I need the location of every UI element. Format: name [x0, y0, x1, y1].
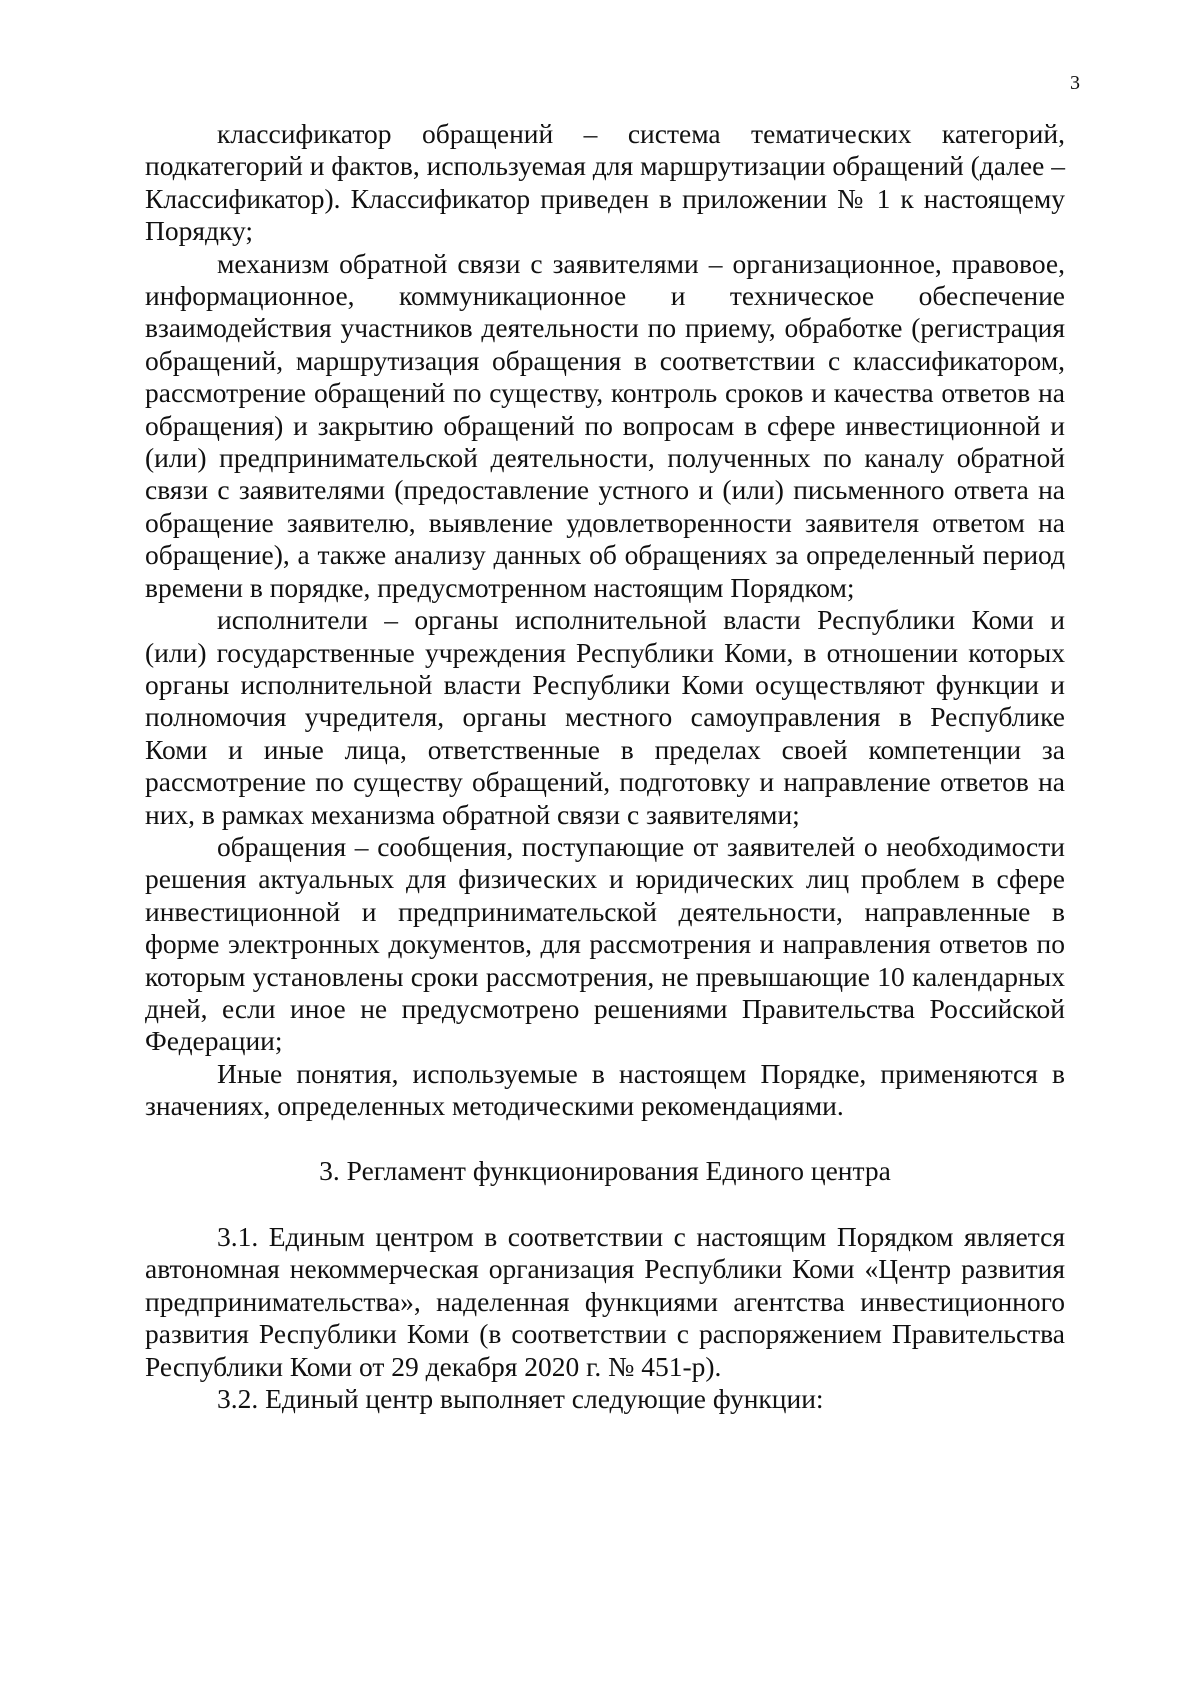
paragraph-3-2: 3.2. Единый центр выполняет следующие функции:: [217, 1383, 824, 1415]
paragraph-appeals-definition: обращения – сообщения, поступающие от заявителей о необходимости решения актуальных для физических и юридических лиц проблем в сфере инвестиционной и предпринимательской деятельности, направленные в форме электронных документов, для рассмотрения и направления ответов по которым установлены сроки рассмотрения, не превышающие 10 календарных дней, если иное не предусмотрено решениями Правительства Российской Федерации;: [145, 830, 1065, 1057]
document-body: [145, 118, 1065, 1415]
paragraph-3-1: 3.1. Единым центром в соответствии с настоящим Порядком является автономная некоммерческая организация Республики Коми «Центр развития предпринимательства», наделенная функциями агентства инвестиционного развития Республики Коми (в соответствии с распоряжением Правительства Республики Коми от 29 декабря 2020 г. № 451-р).: [145, 1221, 1065, 1382]
paragraph-feedback-mechanism-definition: механизм обратной связи с заявителями – организационное, правовое, информационное, коммуникационное и техническое обеспечение взаимодействия участников деятельности по приему, обработке (регистрация обращений, маршрутизация обращения в соответствии с классификатором, рассмотрение обращений по существу, контроль сроков и качества ответов на обращения) и закрытию обращений по вопросам в сфере инвестиционной и (или) предпринимательской деятельности, полученных по каналу обратной связи с заявителями (предоставление устного и (или) письменного ответа на обращение заявителю, выявление удовлетворенности заявителя ответом на обращение), а также анализу данных об обращениях за определенный период времени в порядке, предусмотренном настоящим Порядком;: [145, 247, 1065, 603]
paragraph-classifier-definition: классификатор обращений – система тематических категорий, подкатегорий и фактов, используемая для маршрутизации обращений (далее – Классификатор). Классификатор приведен в приложении № 1 к настоящему Порядку;: [145, 118, 1065, 247]
paragraph-other-terms: Иные понятия, используемые в настоящем Порядке, применяются в значениях, определенных методическими рекомендациями.: [145, 1057, 1065, 1122]
section-heading: 3. Регламент функционирования Единого центра: [319, 1154, 891, 1186]
page-number: 3: [1070, 72, 1080, 94]
paragraph-executors-definition: исполнители – органы исполнительной власти Республики Коми и (или) государственные учреждения Республики Коми, в отношении которых органы исполнительной власти Республики Коми осуществляют функции и полномочия учредителя, органы местного самоуправления в Республике Коми и иные лица, ответственные в пределах своей компетенции за рассмотрение по существу обращений, подготовку и направление ответов на них, в рамках механизма обратной связи с заявителями;: [145, 604, 1065, 830]
